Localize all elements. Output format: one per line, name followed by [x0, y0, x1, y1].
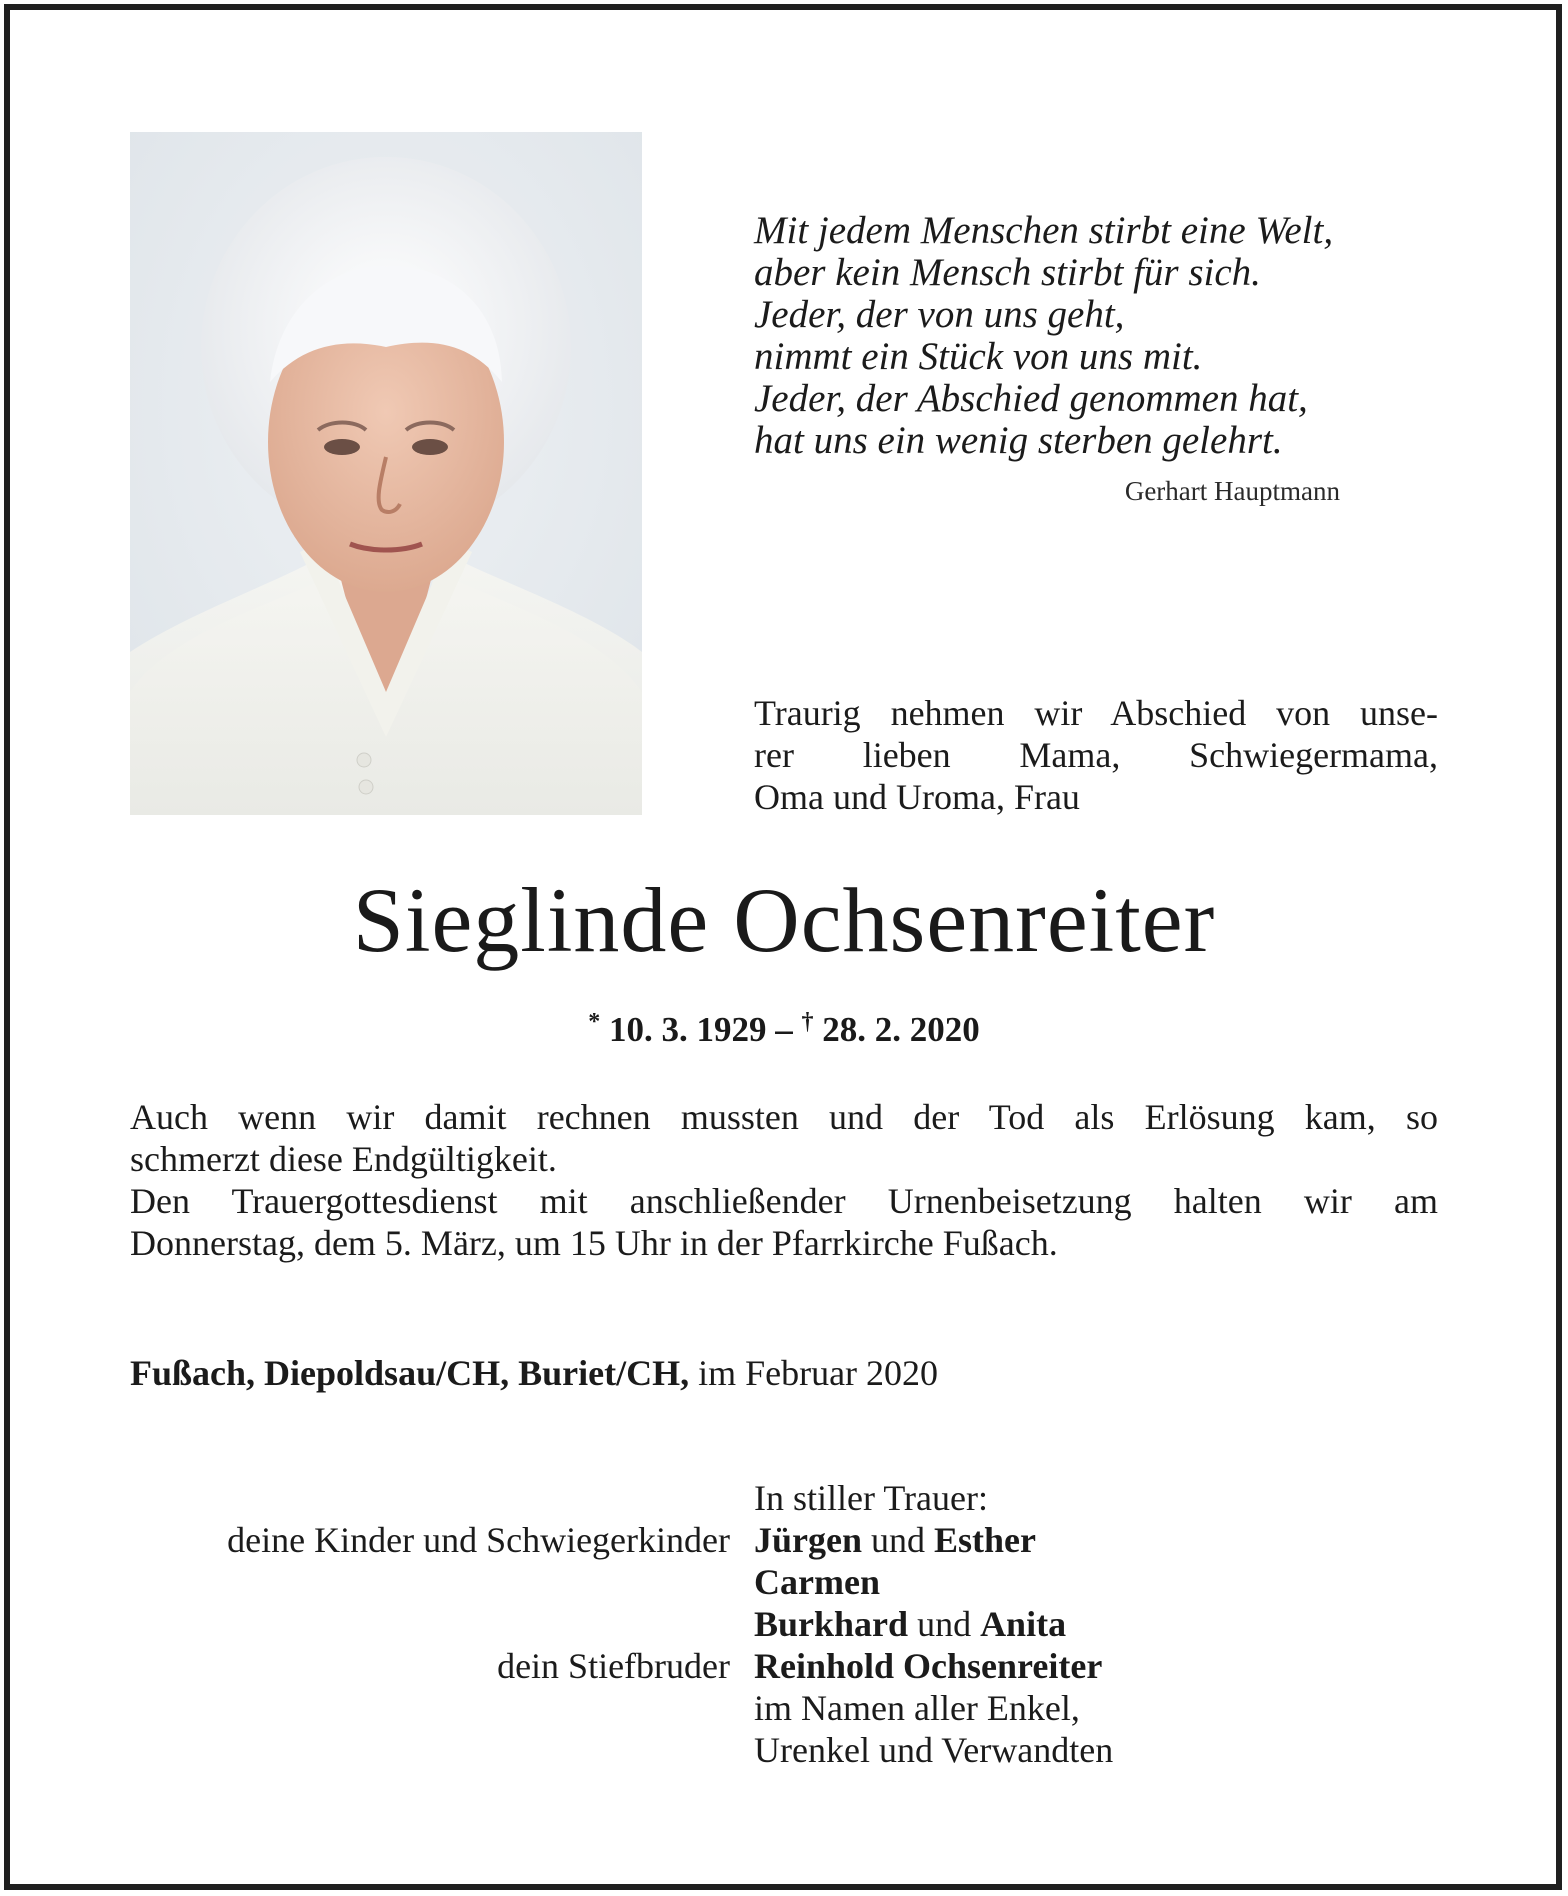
couple-two [754, 1603, 1066, 1645]
quote-line: aber kein Mensch stirbt für sich. [754, 251, 1261, 294]
mourner-name: Anita [980, 1604, 1067, 1644]
couple-one [754, 1519, 1036, 1561]
mourners-single-row [0, 1561, 1568, 1603]
mourner-name: Burkhard [754, 1604, 909, 1644]
closing-line: Urenkel und Verwandten [754, 1730, 1114, 1770]
date-separator: – [775, 1010, 793, 1049]
death-cross: † [801, 1009, 814, 1035]
quote-line: hat uns ein wenig sterben gelehrt. [754, 419, 1283, 462]
place-and-date [130, 1352, 938, 1394]
intro-line: rer lieben Mama, Schwiegermama, [754, 735, 1438, 775]
portrait-photo [130, 132, 642, 815]
mourners-couple-two-row [0, 1603, 1568, 1645]
conjunction: und [908, 1604, 981, 1644]
body-line: Auch wenn wir damit rechnen mussten und der Tod als Erlösung kam, so [130, 1097, 1438, 1137]
mourners-list [0, 1477, 1568, 1771]
mourner-name: Carmen [754, 1562, 880, 1602]
place-date: im Februar 2020 [689, 1353, 939, 1393]
mourners-heading: In stiller Trauer: [754, 1478, 988, 1518]
deceased-name: Sieglinde Ochsenreiter [352, 869, 1216, 971]
children-label: deine Kinder und Schwiegerkinder [227, 1520, 730, 1560]
conjunction: und [862, 1520, 934, 1560]
quote-author: Gerhart Hauptmann [1124, 476, 1340, 506]
birth-star: * [588, 1009, 601, 1035]
intro-line: Traurig nehmen wir Abschied von unse- [754, 693, 1438, 733]
life-dates [0, 1000, 1568, 1052]
intro-text [754, 692, 1438, 818]
stepbrother-label: dein Stiefbruder [497, 1646, 730, 1686]
quote-line: Jeder, der von uns geht, [754, 293, 1125, 336]
mourners-stepbrother-row [0, 1645, 1568, 1687]
mourner-name: Esther [934, 1520, 1036, 1560]
quote-line: Mit jedem Menschen stirbt eine Welt, [754, 209, 1334, 252]
body-line: schmerzt diese Endgültigkeit. [130, 1139, 557, 1179]
mourners-closing-row [0, 1687, 1568, 1729]
mourners-children-row [0, 1519, 1568, 1561]
mourner-name: Jürgen [754, 1520, 862, 1560]
quote-line: nimmt ein Stück von uns mit. [754, 335, 1203, 378]
mourners-closing-row [0, 1729, 1568, 1771]
death-date: 28. 2. 2020 [822, 1010, 980, 1049]
single-mourner [754, 1561, 880, 1603]
intro-line: Oma und Uroma, Frau [754, 777, 1080, 817]
quote-line: Jeder, der Abschied genommen hat, [754, 377, 1308, 420]
place-locations: Fußach, Diepoldsau/CH, Buriet/CH, [130, 1353, 690, 1393]
portrait-illustration [130, 132, 642, 815]
closing-line: im Namen aller Enkel, [754, 1688, 1080, 1728]
body-line: Den Trauergottesdienst mit anschließender Urnenbeisetzung halten wir am [130, 1181, 1438, 1221]
birth-date: 10. 3. 1929 [609, 1010, 767, 1049]
body-line: Donnerstag, dem 5. März, um 15 Uhr in der Pfarrkirche Fußach. [130, 1223, 1058, 1263]
mourners-heading-row [0, 1477, 1568, 1519]
mourner-name: Reinhold Ochsenreiter [754, 1646, 1103, 1686]
stepbrother-name-wrap [754, 1645, 1102, 1687]
body-text [130, 1096, 1438, 1264]
memorial-quote [754, 210, 1394, 462]
